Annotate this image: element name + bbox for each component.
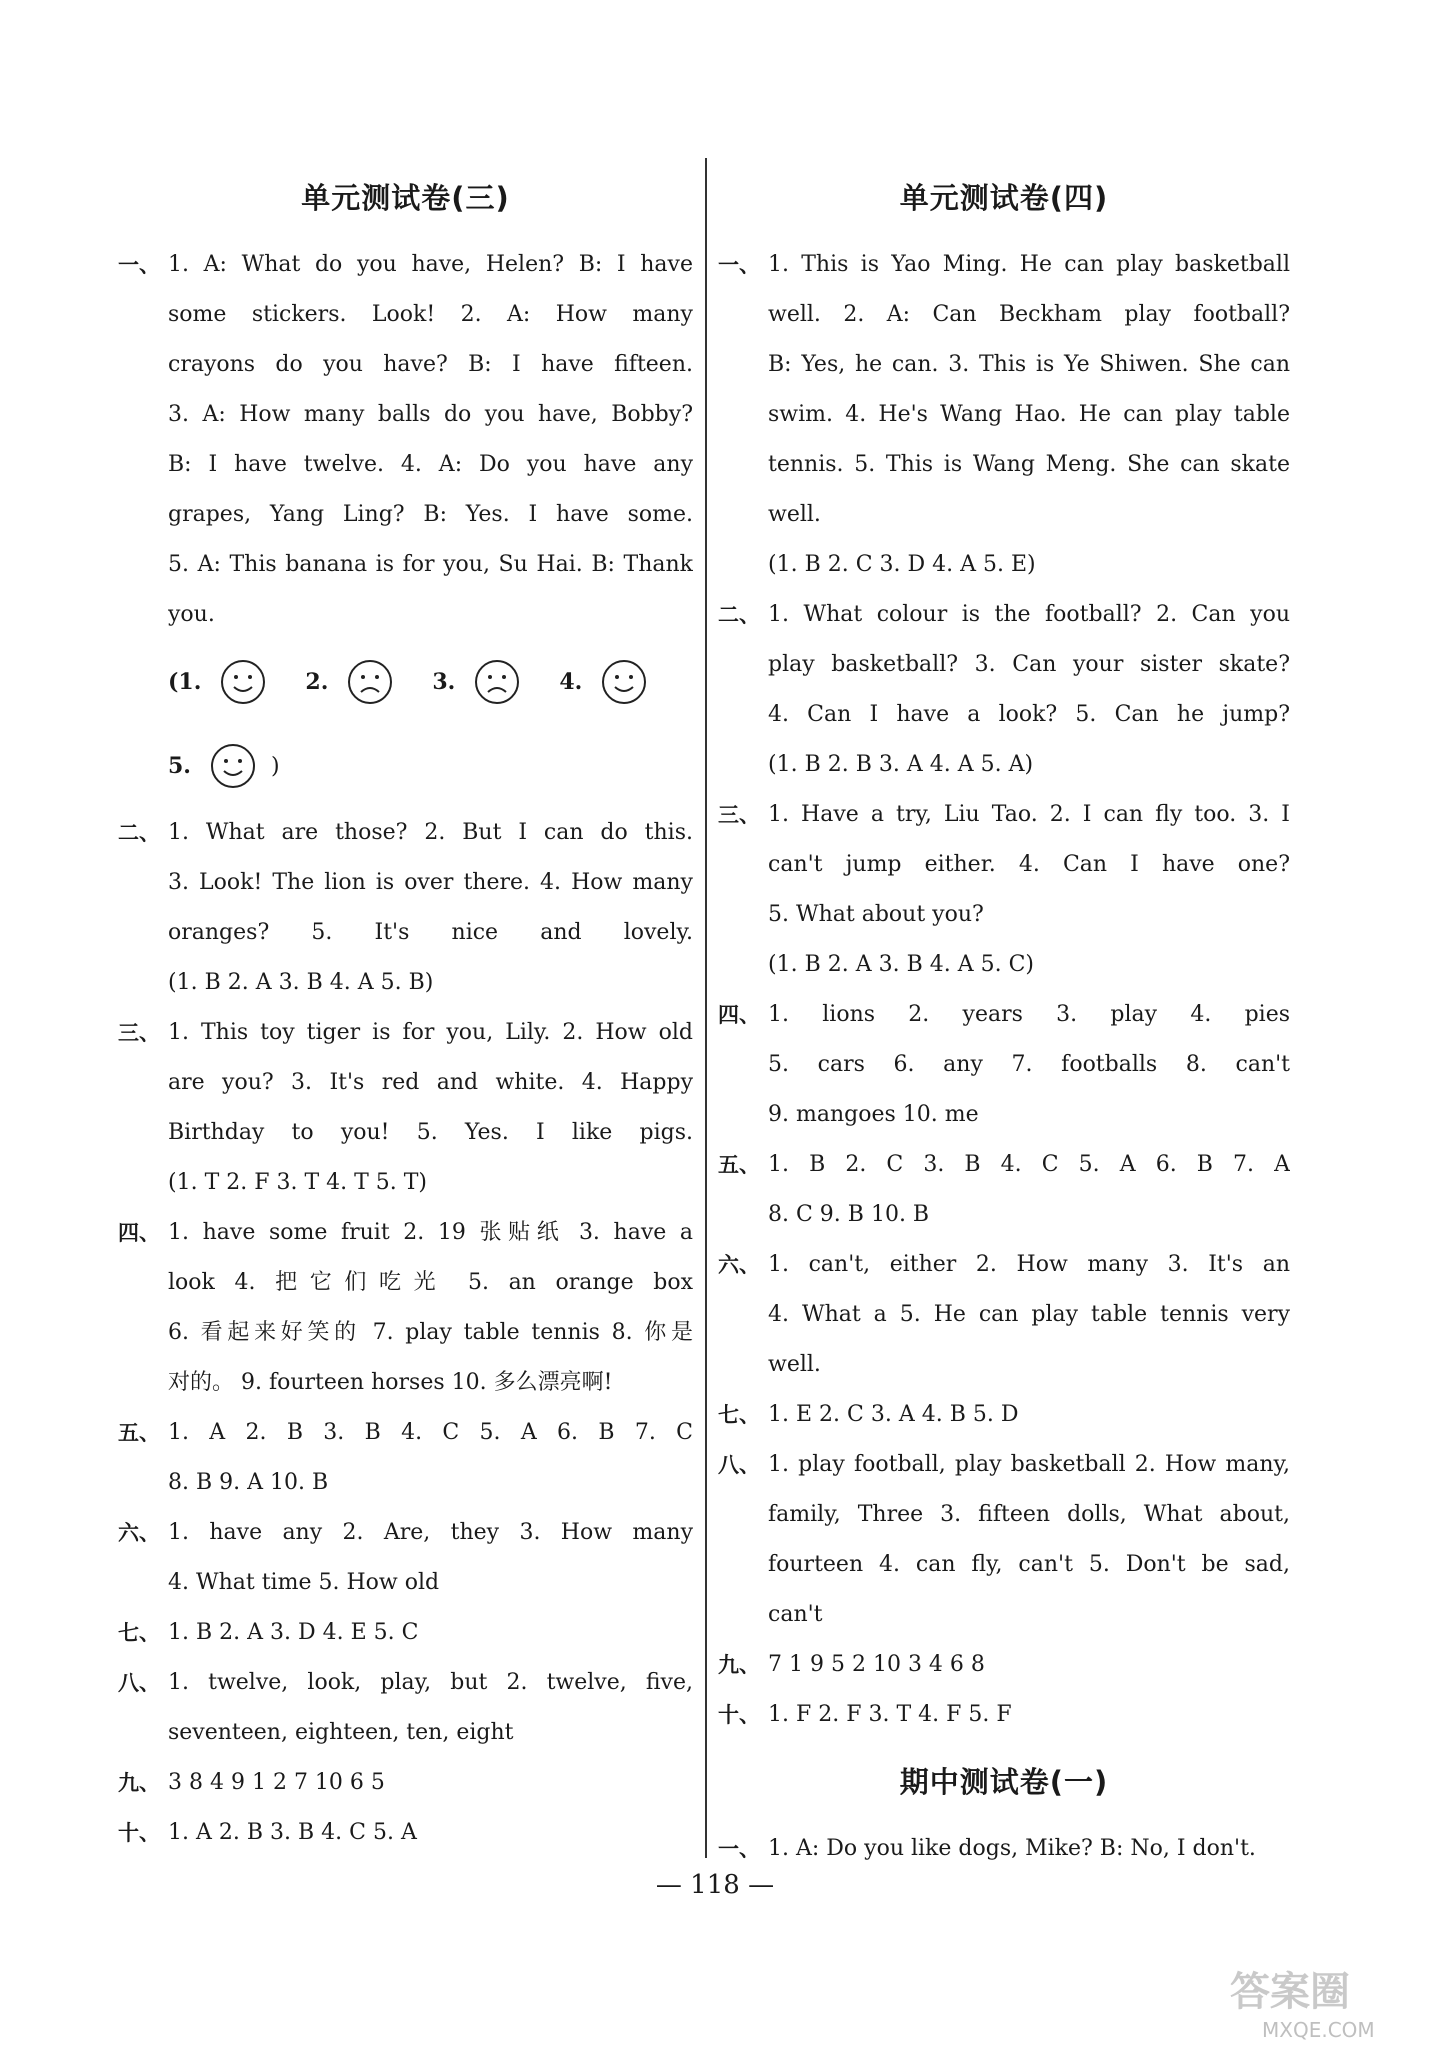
- section-number: 三、: [718, 803, 760, 827]
- smiley-face-icon: [219, 658, 267, 706]
- midterm-answers: [718, 1824, 1290, 1874]
- section-number: 九、: [118, 1771, 160, 1795]
- section-number: 十、: [118, 1821, 160, 1845]
- section-number: 一、: [118, 253, 160, 277]
- answer-line: grapes, Yang Ling? B: Yes. I have some.: [168, 502, 693, 527]
- answer-section: [718, 240, 1290, 590]
- answer-line: (1. B 2. B 3. A 4. A 5. A): [768, 752, 1034, 777]
- answer-line: (1. T 2. F 3. T 4. T 5. T): [168, 1170, 428, 1195]
- answer-line: B: I have twelve. 4. A: Do you have any: [168, 452, 693, 477]
- section-number: 十、: [718, 1703, 760, 1727]
- answer-line: 4. What a 5. He can play table tennis very: [768, 1302, 1290, 1327]
- section-number: 五、: [718, 1153, 760, 1177]
- answer-line: 5. What about you?: [768, 902, 984, 927]
- section-number: 六、: [118, 1521, 160, 1545]
- answer-label: 2.: [305, 669, 329, 695]
- column-divider: [705, 158, 707, 1858]
- section-number: 四、: [118, 1221, 160, 1245]
- answer-line: well. 2. A: Can Beckham play football?: [768, 302, 1290, 327]
- section-number: 一、: [718, 1837, 760, 1861]
- answer-line: B: Yes, he can. 3. This is Ye Shiwen. She can: [768, 352, 1290, 377]
- emoji-answer-row: [118, 640, 693, 724]
- answer-line: 9. mangoes 10. me: [768, 1102, 979, 1127]
- sad-face-icon: [346, 658, 394, 706]
- section-number: 九、: [718, 1653, 760, 1677]
- section-number: 五、: [118, 1421, 160, 1445]
- answer-line: 1. E 2. C 3. A 4. B 5. D: [768, 1402, 1019, 1427]
- answer-label: 5.: [168, 753, 191, 779]
- answer-line: 1. A: What do you have, Helen? B: I have: [168, 252, 693, 277]
- emoji-answer-row: [118, 724, 693, 808]
- answer-line: play basketball? 3. Can your sister skate?: [768, 652, 1290, 677]
- answer-line: 6. 看起来好笑的 7. play table tennis 8. 你是: [168, 1320, 693, 1345]
- answer-line: seventeen, eighteen, ten, eight: [168, 1720, 514, 1745]
- answer-section: [118, 808, 693, 1008]
- answer-line: 1. A: Do you like dogs, Mike? B: No, I don't.: [768, 1836, 1256, 1861]
- answer-line: 5. A: This banana is for you, Su Hai. B: Thank: [168, 552, 693, 577]
- answer-line: 1. Have a try, Liu Tao. 2. I can fly too. 3. I: [768, 802, 1290, 827]
- right-column: [718, 170, 1290, 1874]
- answer-line: 1. play football, play basketball 2. How many,: [768, 1452, 1290, 1477]
- answer-line: crayons do you have? B: I have fifteen.: [168, 352, 693, 377]
- answer-section: [718, 590, 1290, 790]
- answer-line: 1. This toy tiger is for you, Lily. 2. How old: [168, 1020, 693, 1045]
- answer-line: 8. B 9. A 10. B: [168, 1470, 329, 1495]
- watermark-logo: [1222, 1955, 1412, 2045]
- answer-line: 8. C 9. B 10. B: [768, 1202, 930, 1227]
- answer-line: 1. This is Yao Ming. He can play basketball: [768, 252, 1290, 277]
- answer-line: you.: [168, 602, 215, 627]
- left-section-title: 单元测试卷(三): [301, 181, 510, 215]
- answer-line: 1. What colour is the football? 2. Can you: [768, 602, 1290, 627]
- answer-section: [718, 1140, 1290, 1240]
- answer-line: 3. A: How many balls do you have, Bobby?: [168, 402, 693, 427]
- answer-line: 1. B 2. C 3. B 4. C 5. A 6. B 7. A: [768, 1152, 1290, 1177]
- answer-line: 1. can't, either 2. How many 3. It's an: [768, 1252, 1290, 1277]
- answer-section: [118, 1408, 693, 1508]
- answer-label: (1.: [168, 669, 202, 695]
- answer-section: [718, 1390, 1290, 1440]
- section-number: 一、: [718, 253, 760, 277]
- smiley-face-icon: [600, 658, 648, 706]
- answer-section: [718, 790, 1290, 990]
- answer-line: family, Three 3. fifteen dolls, What about,: [768, 1502, 1290, 1527]
- answer-line: 4. Can I have a look? 5. Can he jump?: [768, 702, 1290, 727]
- answer-section: [118, 1008, 693, 1208]
- answer-section: [718, 1640, 1290, 1690]
- answer-section: [118, 1658, 693, 1758]
- answer-line: 1. have any 2. Are, they 3. How many: [168, 1520, 693, 1545]
- answer-section: [118, 1758, 693, 1808]
- answer-section: [718, 1440, 1290, 1640]
- section-number: 七、: [718, 1403, 760, 1427]
- page-number: — 118 —: [655, 1870, 775, 1900]
- answer-line: 1. What are those? 2. But I can do this.: [168, 820, 693, 845]
- section-number: 四、: [718, 1003, 760, 1027]
- answer-line: oranges? 5. It's nice and lovely.: [168, 920, 693, 945]
- answer-line: Birthday to you! 5. Yes. I like pigs.: [168, 1120, 693, 1145]
- answer-line: 1. lions 2. years 3. play 4. pies: [768, 1002, 1290, 1027]
- left-column: [118, 170, 693, 1858]
- answer-line: swim. 4. He's Wang Hao. He can play table: [768, 402, 1290, 427]
- answer-label: ): [270, 753, 280, 779]
- answer-line: 5. cars 6. any 7. footballs 8. can't: [768, 1052, 1290, 1077]
- answer-line: (1. B 2. A 3. B 4. A 5. C): [768, 952, 1034, 977]
- answer-line: 1. F 2. F 3. T 4. F 5. F: [768, 1702, 1012, 1727]
- answer-label: 4.: [559, 669, 583, 695]
- answer-line: tennis. 5. This is Wang Meng. She can skate: [768, 452, 1290, 477]
- answer-section: [118, 1208, 693, 1408]
- answer-line: can't: [768, 1602, 823, 1627]
- answer-section: [118, 1508, 693, 1608]
- answer-line: some stickers. Look! 2. A: How many: [168, 302, 693, 327]
- midterm-section-title: 期中测试卷(一): [899, 1765, 1109, 1799]
- answer-line: 1. B 2. A 3. D 4. E 5. C: [168, 1620, 419, 1645]
- answer-line: 4. What time 5. How old: [168, 1570, 440, 1595]
- left-answers: [118, 240, 693, 1858]
- answer-line: are you? 3. It's red and white. 4. Happy: [168, 1070, 693, 1095]
- answer-line: (1. B 2. A 3. B 4. A 5. B): [168, 970, 434, 995]
- answer-label: 3.: [432, 669, 456, 695]
- section-number: 三、: [118, 1021, 160, 1045]
- section-number: 二、: [118, 821, 160, 845]
- answer-line: 1. A 2. B 3. B 4. C 5. A 6. B 7. C: [168, 1420, 693, 1445]
- section-number: 八、: [118, 1671, 160, 1695]
- answer-line: well.: [768, 502, 821, 527]
- answer-section: [118, 1808, 693, 1858]
- answer-line: (1. B 2. C 3. D 4. A 5. E): [768, 552, 1036, 577]
- smiley-face-icon: [209, 742, 257, 790]
- answer-line: 3 8 4 9 1 2 7 10 6 5: [168, 1770, 385, 1795]
- answer-line: 对的。 9. fourteen horses 10. 多么漂亮啊!: [168, 1370, 613, 1395]
- answer-section: [118, 1608, 693, 1658]
- answer-line: 1. A 2. B 3. B 4. C 5. A: [168, 1820, 417, 1845]
- watermark-text: 答案圈: [1230, 1969, 1350, 2015]
- answer-section: [718, 1690, 1290, 1740]
- answer-section: [718, 1824, 1290, 1874]
- watermark-subtext: MXQE.COM: [1262, 2018, 1375, 2042]
- answer-line: 7 1 9 5 2 10 3 4 6 8: [768, 1652, 985, 1677]
- answer-section: [118, 240, 693, 640]
- answer-line: well.: [768, 1352, 821, 1377]
- answer-line: 1. twelve, look, play, but 2. twelve, five,: [168, 1670, 693, 1695]
- answer-line: 3. Look! The lion is over there. 4. How many: [168, 870, 693, 895]
- section-number: 二、: [718, 603, 760, 627]
- answer-line: 1. have some fruit 2. 19 张贴纸 3. have a: [168, 1220, 693, 1245]
- section-number: 七、: [118, 1621, 160, 1645]
- answer-line: look 4. 把它们吃光 5. an orange box: [168, 1270, 693, 1295]
- sad-face-icon: [473, 658, 521, 706]
- answer-section: [718, 1240, 1290, 1390]
- answer-line: fourteen 4. can fly, can't 5. Don't be sad,: [768, 1552, 1290, 1577]
- section-number: 八、: [718, 1453, 760, 1477]
- answer-line: can't jump either. 4. Can I have one?: [768, 852, 1290, 877]
- right-section-title: 单元测试卷(四): [899, 181, 1109, 215]
- section-number: 六、: [718, 1253, 760, 1277]
- answer-section: [718, 990, 1290, 1140]
- right-answers: [718, 240, 1290, 1740]
